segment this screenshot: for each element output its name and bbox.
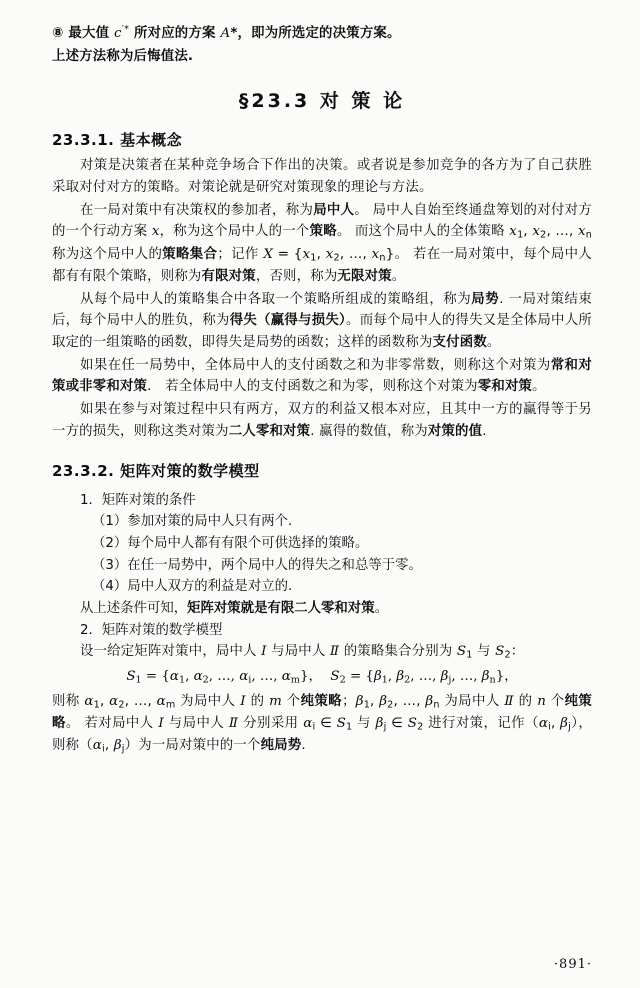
paragraph-concept-5: 如果在参与对策过程中只有两方，双方的利益又根本对应，且其中一方的赢得等于另一方的损失，则称这类对策为二人零和对策. 赢得的数值，称为对策的值.: [52, 402, 592, 439]
paragraph-concept-3: 从每个局中人的策略集合中各取一个策略所组成的策略组，称为局势. 一局对策结束后，每个局中人的胜负，称为得失（赢得与损失）。而每个局中人的得失又是全体局中人所取定的一组策略的函数，即得失是局势的函数；这样的函数称为支付函数。: [52, 291, 592, 351]
math-strategy-sets: $S_1 = \{\alpha_1$, $\alpha_2$, …, $\alpha_i$, …, $\alpha_m$}， $S_2 = \{\beta_1$, $\beta_2$, …, $\beta_j$, …, $\beta_n$}，: [126, 668, 518, 686]
paragraph-concept-4: 如果在任一局势中，全体局中人的支付函数之和为非零常数，则称这个对策为常和对策或非零和对策． 若全体局中人的支付函数之和为零，则称这个对策为零和对策。: [52, 357, 592, 395]
paragraph-model-1: 设一给定矩阵对策中，局中人 Ⅰ 与局中人 Ⅱ 的策略集合分别为 $S_1$ 与 $S_2$：: [80, 644, 525, 662]
subsection-heading-2: 23.3.2. 矩阵对策的数学模型: [52, 461, 260, 480]
top-item-1: ⑧ 最大值 c′* 所对应的方案 A*，即为所选定的决策方案。: [52, 24, 401, 41]
paragraph-model-2: 则称 $\alpha_1$, $\alpha_2$, …, $\alpha_m$ 为局中人 Ⅰ 的 m 个纯策略；$\beta_1$, $\beta_2$, …, $\beta_n$ 为局中人 Ⅱ 的 n 个纯策略。 若对局中人 Ⅰ 与局中人 Ⅱ 分别采用 $\alpha_i$ ∈ $S_1$ 与 $\beta_j$ ∈ $S_2$ 进行对策，记作（$\alpha_i$, $\beta_j$），则称（$\alpha_i$, $\beta_j$）为一局对策中的一个纯局势.: [52, 693, 592, 756]
section-title: §23.3 对 策 论: [238, 90, 406, 113]
page-content: [52, 22, 592, 759]
paragraph-concept-1: 对策是决策者在某种竞争场合下作出的决策。或者说是参加竞争的各方为了自己获胜采取对付对方的策略。对策论就是研究对策现象的理论与方法。: [52, 158, 592, 195]
list1-conclusion: 从上述条件可知，矩阵对策就是有限二人零和对策。: [80, 601, 388, 617]
list1-item-3: （3）在任一局势中，两个局中人的得失之和总等于零。: [92, 557, 422, 573]
list2-title: 2．矩阵对策的数学模型: [80, 622, 223, 638]
subsection-heading-1: 23.3.1. 基本概念: [52, 131, 183, 150]
list1-item-2: （2）每个局中人都有有限个可供选择的策略。: [92, 535, 369, 551]
paragraph-concept-2: 在一局对策中有决策权的参加者，称为局中人。 局中人自始至终通盘筹划的对付对方的一个行动方案 x，称为这个局中人的一个策略。 而这个局中人的全体策略 $x_1$, $x_2$, …, $x_n$ 称为这个局中人的策略集合；记作 $X = \{x_1$, $x_2$, …, $x_n$}。 若在一局对策中，每个局中人都有有限个策略，则称为有限对策，否则，称为无限对策。: [52, 202, 593, 284]
list1-item-4: （4）局中人双方的利益是对立的.: [92, 579, 293, 595]
top-item-2: 上述方法称为后悔值法.: [52, 48, 194, 64]
list1-item-1: （1）参加对策的局中人只有两个.: [92, 514, 293, 530]
list1-title: 1．矩阵对策的条件: [80, 492, 196, 508]
page-number: ·891·: [553, 957, 592, 972]
